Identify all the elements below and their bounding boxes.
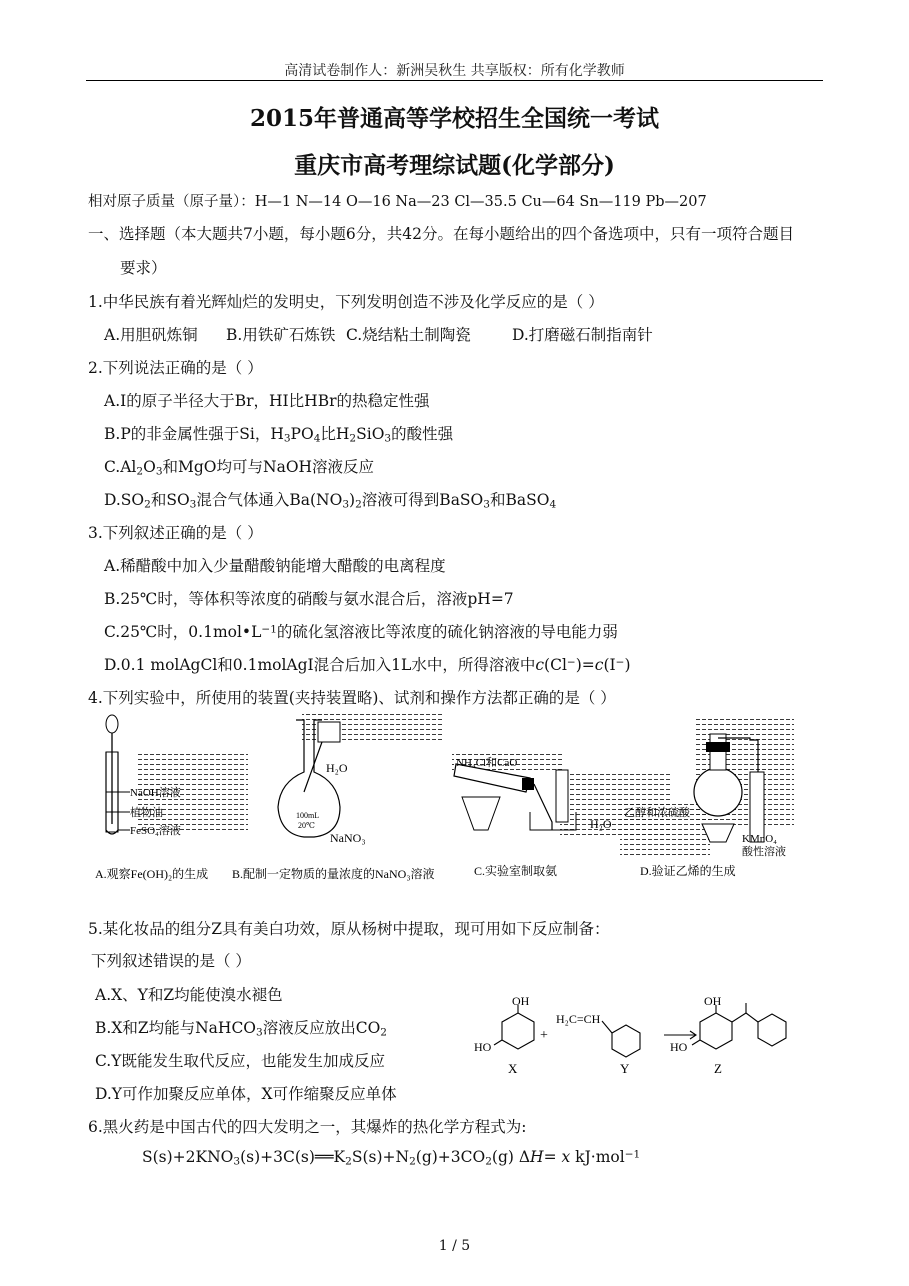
label-h2o-c: H₂O bbox=[590, 817, 612, 831]
q2-stem: 2.下列说法正确的是（ ） bbox=[88, 359, 263, 377]
apparatus-a bbox=[106, 715, 248, 837]
section-instructions: 一、选择题（本大题共7小题，每小题6分，共42分。在每小题给出的四个备选项中，只有一项符合题目 bbox=[88, 225, 794, 243]
z-ho: HO bbox=[670, 1040, 688, 1054]
label-20c: 20℃ bbox=[298, 821, 315, 830]
apparatus-figure bbox=[90, 712, 800, 887]
z-oh: OH bbox=[704, 995, 722, 1008]
caption-b: B.配制一定物质的量浓度的NaNO₃溶液 bbox=[232, 867, 435, 881]
q2-option-a: A.I的原子半径大于Br，HI比HBr的热稳定性强 bbox=[104, 392, 430, 410]
q3-stem: 3.下列叙述正确的是（ ） bbox=[88, 524, 263, 542]
label-z: Z bbox=[714, 1061, 722, 1076]
label-x: X bbox=[508, 1061, 518, 1076]
caption-c: C.实验室制取氨 bbox=[474, 864, 558, 878]
exam-title: 2015年普通高等学校招生全国统一考试 bbox=[249, 105, 659, 132]
page-header: 高清试卷制作人：新洲吴秋生 共享版权：所有化学教师 bbox=[284, 63, 625, 79]
q3-option-c: C.25℃时，$0.1mol•L^{-1}$的硫化氢溶液比等浓度的硫化钠溶液的导电能力弱 bbox=[104, 623, 618, 641]
label-naoh: NaOH溶液 bbox=[130, 787, 181, 799]
q5-option-a: A.X、Y和Z均能使溴水褪色 bbox=[95, 986, 283, 1004]
q5-option-c: C.Y既能发生取代反应，也能发生加成反应 bbox=[95, 1052, 385, 1070]
q3-option-b: B.25℃时，等体积等浓度的硝酸与氨水混合后，溶液pH=7 bbox=[104, 590, 514, 608]
apparatus-b bbox=[278, 714, 442, 845]
header-rule bbox=[86, 80, 823, 81]
label-h2o: H₂O bbox=[326, 761, 348, 775]
x-ho: HO bbox=[474, 1040, 492, 1054]
caption-a: A.观察Fe(OH)₂的生成 bbox=[95, 867, 209, 881]
q1-option-a: A.用胆矾炼铜 bbox=[104, 326, 198, 344]
q2-option-c: $C.Al_2O_3$和MgO均可与NaOH溶液反应 bbox=[104, 458, 375, 478]
label-nano3: NaNO₃ bbox=[330, 831, 366, 845]
label-ethanol: 乙醇和浓硫酸 bbox=[624, 807, 690, 819]
caption-d: D.验证乙烯的生成 bbox=[640, 864, 736, 878]
q3-option-a: A.稀醋酸中加入少量醋酸钠能增大醋酸的电离程度 bbox=[104, 557, 446, 575]
q5-option-d: D.Y可作加聚反应单体，X可作缩聚反应单体 bbox=[95, 1085, 397, 1103]
plus-sign: + bbox=[540, 1028, 548, 1043]
label-y: Y bbox=[620, 1061, 630, 1076]
q1-option-d: D.打磨磁石制指南针 bbox=[512, 326, 653, 344]
label-oil: 植物油 bbox=[130, 807, 163, 819]
q3-option-d: D.0.1 molAgCl和0.1molAgI混合后加入1L水中，所得溶液中c(Cl−)=c(I−) bbox=[104, 656, 631, 674]
q5-sub: 下列叙述错误的是（ ） bbox=[91, 952, 251, 970]
q6-stem: 6.黑火药是中国古代的四大发明之一，其爆炸的热化学方程式为: bbox=[88, 1118, 527, 1136]
page-number: 1 / 5 bbox=[438, 1238, 471, 1254]
q2-option-b: B.P的非金属性强于Si，$H_3PO_4$比$H_2SiO_3$的酸性强 bbox=[104, 425, 454, 445]
exam-subtitle: 重庆市高考理综试题(化学部分) bbox=[294, 152, 615, 179]
label-acidic: 酸性溶液 bbox=[742, 846, 786, 858]
q1-option-b: B.用铁矿石炼铁 bbox=[226, 326, 336, 344]
reaction-scheme bbox=[470, 995, 790, 1080]
atomic-mass-line: 相对原子质量（原子量）：H—1 N—14 O—16 Na—23 Cl—35.5 Cu—64 Sn—119 Pb—207 bbox=[88, 194, 707, 210]
q4-stem: 4.下列实验中，所使用的装置(夹持装置略)、试剂和操作方法都正确的是（ ） bbox=[88, 689, 616, 707]
x-oh: OH bbox=[512, 995, 530, 1008]
q5-stem: 5.某化妆品的组分Z具有美白功效，原从杨树中提取，现可用如下反应制备： bbox=[88, 920, 610, 938]
q2-option-d: $D.SO_2$和$SO_3$混合气体通入$Ba(NO_3)_2$溶液可得到BaSO$_3$和BaSO$_4$ bbox=[104, 491, 557, 511]
label-kmno4: KMnO₄ bbox=[742, 833, 778, 845]
label-100ml: 100mL bbox=[296, 811, 320, 820]
label-nh4cl: NH₄Cl和CaO bbox=[456, 757, 518, 769]
q6-equation: $S(s)+2KNO_3(s)+3C(s)══K_2S(s)+N_2(g)+3CO_2(g)$ ΔH= x kJ·mol$^{-1}$ bbox=[142, 1148, 641, 1168]
label-feso4: FeSO₄溶液 bbox=[130, 825, 181, 837]
q5-option-b: B.X和Z均能与NaHCO$_3$溶液反应放出$CO_2$ bbox=[95, 1019, 387, 1039]
q1-option-c: C.烧结粘土制陶瓷 bbox=[346, 326, 471, 344]
y-vinyl: H₂C=CH bbox=[556, 1012, 601, 1026]
q1-stem: 1.中华民族有着光辉灿烂的发明史，下列发明创造不涉及化学反应的是（ ） bbox=[88, 293, 604, 311]
section-instructions-cont: 要求） bbox=[120, 259, 167, 277]
